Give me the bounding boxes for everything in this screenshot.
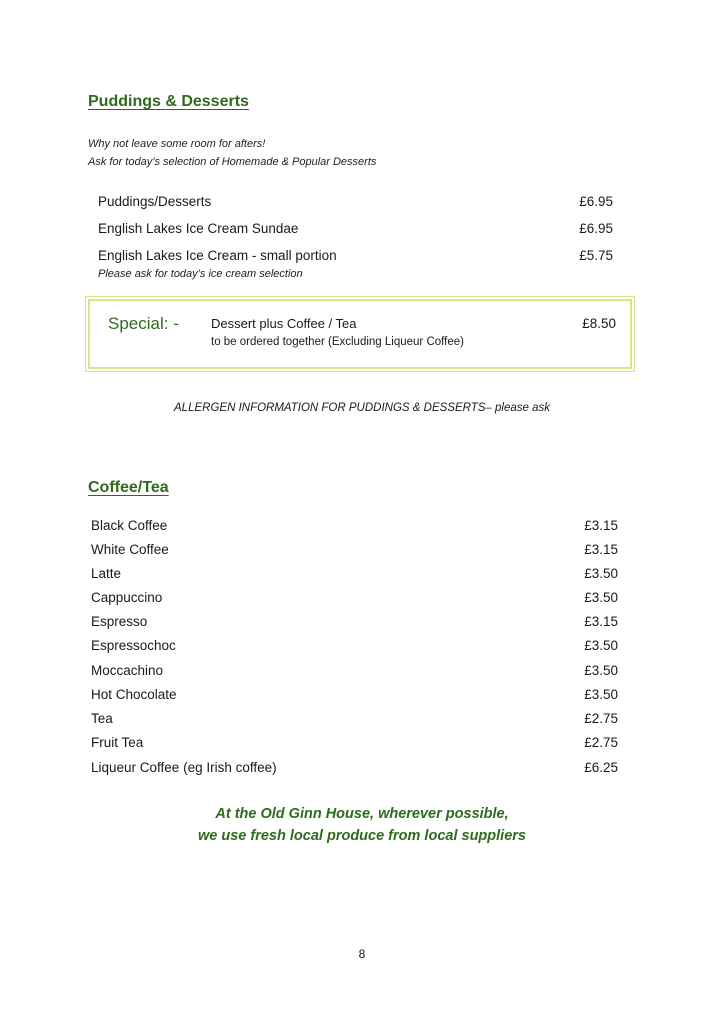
menu-item-price: £3.15 — [584, 614, 618, 629]
tagline-line2: we use fresh local produce from local suppliers — [198, 828, 526, 844]
menu-item-name: English Lakes Ice Cream Sundae — [98, 221, 299, 236]
menu-item-row — [98, 248, 613, 264]
menu-item-price: £3.50 — [584, 638, 618, 653]
puddings-intro — [88, 135, 376, 171]
menu-item-row — [91, 518, 618, 534]
menu-item-name: White Coffee — [91, 542, 169, 557]
menu-item-price: £3.50 — [584, 590, 618, 605]
menu-item-name: Moccachino — [91, 663, 164, 678]
menu-item-name: Cappuccino — [91, 590, 163, 605]
menu-item-row — [91, 687, 618, 703]
special-item: Dessert plus Coffee / Tea — [211, 316, 357, 331]
puddings-intro-line2: Ask for today’s selection of Homemade & Popular Desserts — [88, 156, 377, 168]
menu-item-row — [91, 590, 618, 606]
menu-item-name: Latte — [91, 566, 122, 581]
menu-item-row — [91, 638, 618, 654]
menu-item-price: £3.15 — [584, 518, 618, 533]
menu-item-row — [91, 760, 618, 776]
menu-item-row — [91, 735, 618, 751]
menu-item-row — [98, 221, 613, 237]
menu-item-row — [91, 663, 618, 679]
special-label: Special: - — [108, 314, 179, 333]
menu-item-price: £2.75 — [584, 711, 618, 726]
allergen-info: ALLERGEN INFORMATION FOR PUDDINGS & DESSERTS– please ask — [174, 402, 550, 414]
menu-item-price: £6.95 — [579, 221, 613, 236]
menu-item-row — [98, 194, 613, 210]
puddings-heading: Puddings & Desserts — [88, 93, 249, 110]
menu-item-price: £3.15 — [584, 542, 618, 557]
coffee-heading: Coffee/Tea — [88, 479, 169, 496]
menu-item-price: £3.50 — [584, 663, 618, 678]
menu-item-name: English Lakes Ice Cream - small portion — [98, 248, 337, 263]
special-price: £8.50 — [582, 316, 616, 331]
puddings-intro-line1: Why not leave some room for afters! — [88, 138, 266, 150]
menu-item-name: Fruit Tea — [91, 735, 144, 750]
special-offer-box — [88, 299, 632, 369]
ice-cream-note: Please ask for today’s ice cream selection — [98, 268, 303, 280]
menu-item-price: £2.75 — [584, 735, 618, 750]
menu-item-price: £6.25 — [584, 760, 618, 775]
tagline-line1: At the Old Ginn House, wherever possible, — [215, 806, 509, 822]
menu-item-name: Liqueur Coffee (eg Irish coffee) — [91, 760, 277, 775]
menu-item-name: Puddings/Desserts — [98, 194, 212, 209]
menu-item-price: £3.50 — [584, 566, 618, 581]
menu-item-row — [91, 542, 618, 558]
local-produce-tagline — [0, 803, 724, 847]
menu-item-name: Hot Chocolate — [91, 687, 177, 702]
menu-item-price: £3.50 — [584, 687, 618, 702]
page-number: 8 — [358, 947, 366, 961]
special-note: to be ordered together (Excluding Liqueur Coffee) — [211, 336, 464, 348]
menu-item-price: £6.95 — [579, 194, 613, 209]
menu-item-name: Espressochoc — [91, 638, 176, 653]
menu-item-name: Tea — [91, 711, 113, 726]
menu-item-row — [91, 614, 618, 630]
menu-item-price: £5.75 — [579, 248, 613, 263]
menu-item-name: Espresso — [91, 614, 148, 629]
menu-item-row — [91, 711, 618, 727]
menu-item-row — [91, 566, 618, 582]
menu-item-name: Black Coffee — [91, 518, 168, 533]
